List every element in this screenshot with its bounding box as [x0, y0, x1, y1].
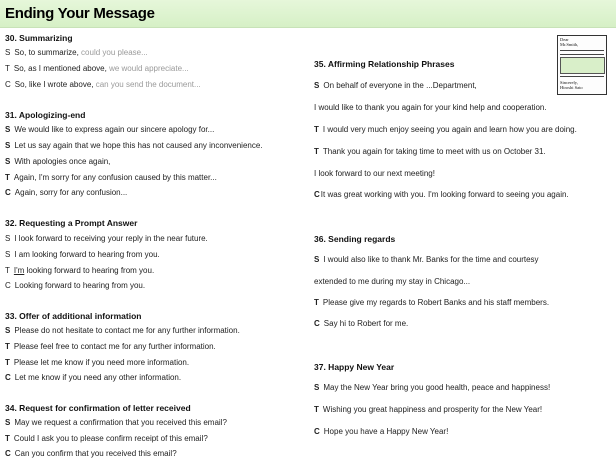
phrase-line: extended to me during my stay in Chicago...: [314, 277, 471, 286]
phrase-line: T Could I ask you to please confirm receipt of this email?: [5, 434, 208, 443]
phrase-line: I look forward to our next meeting!: [314, 169, 435, 178]
section-37-title: 37. Happy New Year: [314, 362, 395, 372]
title-bar: [0, 0, 616, 28]
phrase-line: T So, as I mentioned above, we would appreciate...: [5, 64, 189, 73]
phrase-line: C Say hi to Robert for me.: [314, 319, 409, 328]
phrase-line: T Please let me know if you need more information.: [5, 358, 190, 367]
phrase-line: C So, like I wrote above, can you send the document...: [5, 80, 201, 89]
section-35-title: 35. Affirming Relationship Phrases: [314, 59, 455, 69]
phrase-line: S With apologies once again,: [5, 157, 111, 166]
phrase-line: T I'm looking forward to hearing from you.: [5, 266, 155, 275]
phrase-line: T Thank you again for taking time to meet with us on October 31.: [314, 147, 546, 156]
phrase-line: T Again, I'm sorry for any confusion caused by this matter...: [5, 173, 217, 182]
phrase-line: C Hope you have a Happy New Year!: [314, 427, 449, 436]
phrase-line: I would like to thank you again for your kind help and cooperation.: [314, 103, 547, 112]
page-title: Ending Your Message: [5, 5, 155, 22]
letter-line: [560, 50, 604, 51]
letter-icon: [557, 35, 607, 95]
phrase-line: S May the New Year bring you good health, peace and happiness!: [314, 383, 551, 392]
section-33-title: 33. Offer of additional information: [5, 311, 142, 321]
phrase-line: S Let us say again that we hope this has not caused any inconvenience.: [5, 141, 263, 150]
section-34-title: 34. Request for confirmation of letter received: [5, 403, 191, 413]
phrase-line: S On behalf of everyone in the ...Department,: [314, 81, 477, 90]
phrase-line: C Let me know if you need any other information.: [5, 373, 182, 382]
phrase-line: S I would also like to thank Mr. Banks for the time and courtesy: [314, 255, 539, 264]
phrase-line: CIt was great working with you. I'm looking forward to seeing you again.: [314, 190, 569, 199]
phrase-line: S Please do not hesitate to contact me for any further information.: [5, 326, 240, 335]
section-30-title: 30. Summarizing: [5, 33, 73, 43]
phrase-line: C Can you confirm that you received this email?: [5, 449, 177, 458]
section-36-title: 36. Sending regards: [314, 234, 396, 244]
letter-line: [560, 76, 604, 77]
letter-signature: Sincerely, Hiroshi Sato: [560, 80, 583, 90]
phrase-line: S We would like to express again our sincere apology for...: [5, 125, 215, 134]
section-31-title: 31. Apologizing-end: [5, 110, 86, 120]
phrase-line: S I am looking forward to hearing from you.: [5, 250, 160, 259]
section-32-title: 32. Requesting a Prompt Answer: [5, 218, 138, 228]
letter-highlight-box: [560, 57, 605, 74]
phrase-line: S I look forward to receiving your reply in the near future.: [5, 234, 208, 243]
phrase-line: T Please feel free to contact me for any further information.: [5, 342, 216, 351]
phrase-line: S May we request a confirmation that you received this email?: [5, 418, 227, 427]
phrase-line: T Please give my regards to Robert Banks and his staff members.: [314, 298, 550, 307]
phrase-line: T Wishing you great happiness and prosperity for the New Year!: [314, 405, 543, 414]
phrase-line: C Again, sorry for any confusion...: [5, 188, 128, 197]
phrase-line: S So, to summarize, could you please...: [5, 48, 148, 57]
letter-line: [560, 54, 604, 55]
letter-salutation: Dear Mr.Smith,: [560, 37, 579, 47]
phrase-line: T I would very much enjoy seeing you again and learn how you are doing.: [314, 125, 577, 134]
phrase-line: C Looking forward to hearing from you.: [5, 281, 146, 290]
